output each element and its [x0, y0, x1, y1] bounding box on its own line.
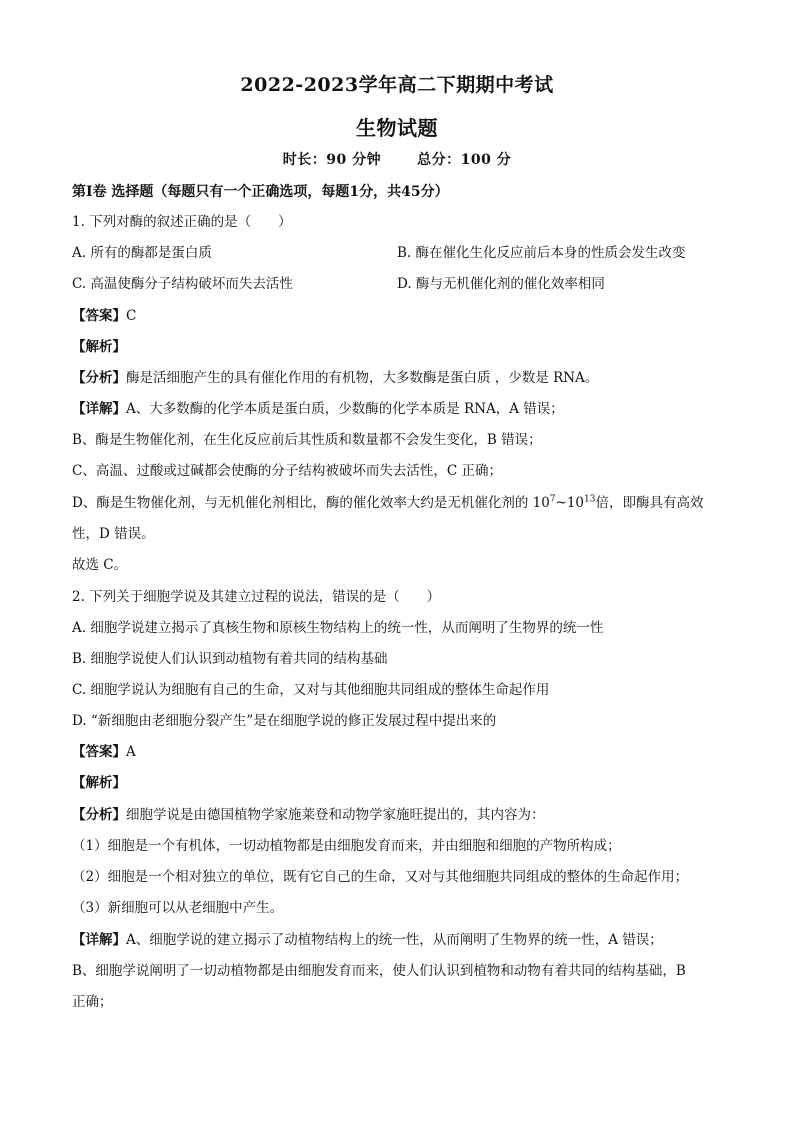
fenxi-text: 细胞学说是由德国植物学家施莱登和动物学家施旺提出的，其内容为：	[126, 807, 545, 823]
q1-option-d: D. 酶与无机催化剂的催化效率相同	[397, 276, 605, 292]
q1-option-c: C. 高温使酶分子结构破坏而失去活性	[72, 276, 293, 292]
q2-option-d: D. “新细胞由老细胞分裂产生”是在细胞学说的修正发展过程中提出来的	[72, 713, 497, 729]
q1-xiangjie-b: B、酶是生物催化剂，在生化反应前后其性质和数量都不会发生变化，B 错误；	[72, 432, 542, 448]
xiangjie-text: A、细胞学说的建立揭示了动植物结构上的统一性，从而阐明了生物界的统一性，A 错误；	[126, 932, 663, 948]
exam-total: 总分：100 分	[417, 152, 512, 168]
q2-stem: 2. 下列关于细胞学说及其建立过程的说法，错误的是（ ）	[72, 589, 441, 605]
answer-tag: 【答案】	[72, 308, 126, 324]
exam-subtitle: 生物试题	[356, 116, 438, 140]
xd-mid: ~10	[555, 495, 585, 511]
xd-text-2: 倍，即酶具有高效	[595, 495, 704, 511]
answer-tag: 【答案】	[72, 744, 126, 760]
xd-text-1: D、酶是生物催化剂，与无机催化剂相比，酶的催化效率大约是无机催化剂的 10	[72, 495, 550, 511]
q1-option-b: B. 酶在催化生化反应前后本身的性质会发生改变	[397, 245, 686, 261]
xiangjie-tag: 【详解】	[72, 932, 126, 948]
q1-conclusion: 故选 C。	[72, 557, 128, 573]
answer-value: A	[126, 744, 136, 760]
q2-answer	[72, 742, 722, 762]
section-heading: 第Ⅰ卷 选择题（每题只有一个正确选项，每题1分，共45分）	[72, 184, 449, 200]
exam-duration: 时长：90 分钟	[282, 152, 382, 168]
q2-xiangjie-a	[72, 930, 722, 950]
q1-stem: 1. 下列对酶的叙述正确的是（ ）	[72, 214, 292, 230]
q1-fenxi	[72, 368, 722, 388]
exam-title: 2022-2023学年高二下期期中考试	[240, 74, 554, 96]
q2-point-1: （1）细胞是一个有机体，一切动植物都是由细胞发育而来，并由细胞和细胞的产物所构成；	[72, 838, 621, 854]
q2-point-3: （3）新细胞可以从老细胞中产生。	[72, 900, 284, 916]
q2-xiangjie-b: B、细胞学说阐明了一切动植物都是由细胞发育而来，使人们认识到植物和动物有着共同的结构基础，B	[72, 963, 686, 979]
xiangjie-tag: 【详解】	[72, 401, 126, 417]
fenxi-text: 酶是活细胞产生的具有催化作用的有机物，大多数酶是蛋白质 ，少数是 RNA。	[126, 370, 599, 386]
q1-xiangjie-c: C、高温、过酸或过碱都会使酶的分子结构被破坏而失去活性，C 正确；	[72, 463, 502, 479]
q2-point-2: （2）细胞是一个相对独立的单位，既有它自己的生命，又对与其他细胞共同组成的整体的生命起作用；	[72, 869, 689, 885]
fenxi-tag: 【分析】	[72, 807, 126, 823]
exam-meta	[0, 149, 794, 169]
q1-option-a: A. 所有的酶都是蛋白质	[72, 245, 212, 261]
q1-xiangjie-d-cont: 性，D 错误。	[72, 526, 155, 542]
q2-xiangjie-b-cont: 正确；	[72, 994, 113, 1010]
q2-option-c: C. 细胞学说认为细胞有自己的生命，又对与其他细胞共同组成的整体生命起作用	[72, 682, 550, 698]
q1-xiangjie-a	[72, 399, 722, 419]
q2-analysis-tag: 【解析】	[72, 775, 126, 791]
xd-exp-1: 7	[549, 494, 556, 505]
q1-answer	[72, 306, 722, 326]
q2-fenxi	[72, 805, 722, 825]
q1-analysis-tag: 【解析】	[72, 339, 126, 355]
fenxi-tag: 【分析】	[72, 370, 126, 386]
q2-option-b: B. 细胞学说使人们认识到动植物有着共同的结构基础	[72, 651, 388, 667]
xd-exp-2: 13	[584, 494, 596, 505]
q2-option-a: A. 细胞学说建立揭示了真核生物和原核生物结构上的统一性，从而阐明了生物界的统一性	[72, 620, 604, 636]
q1-xiangjie-d	[72, 493, 722, 513]
xiangjie-text: A、大多数酶的化学本质是蛋白质，少数酶的化学本质是 RNA，A 错误；	[126, 401, 564, 417]
answer-value: C	[126, 308, 137, 324]
